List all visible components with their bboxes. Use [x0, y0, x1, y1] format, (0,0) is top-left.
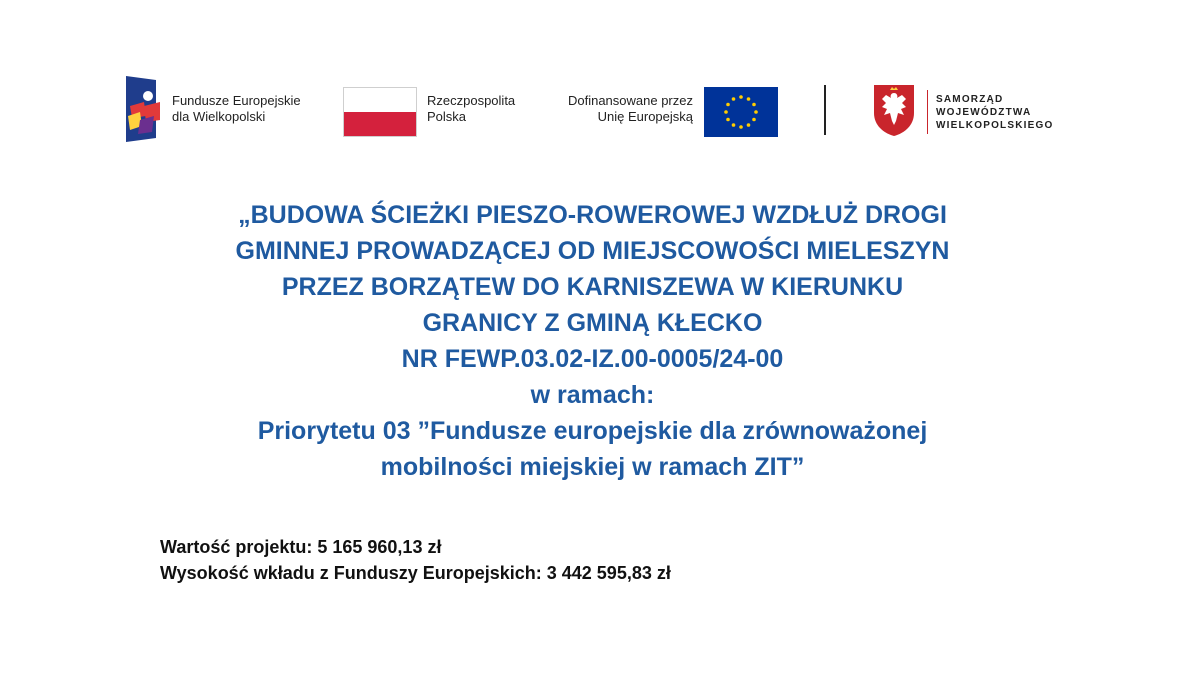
eu-flag-icon [704, 87, 778, 137]
title-line: GRANICY Z GMINĄ KŁECKO [422, 309, 763, 337]
fe-logo-text [172, 93, 301, 125]
eu-star [732, 123, 736, 127]
fe-logo-line2: dla Wielkopolski [172, 109, 266, 124]
project-title [60, 197, 1125, 485]
logo-divider [824, 85, 826, 135]
eu-logo-text [530, 93, 693, 125]
pl-line2: Polska [427, 109, 467, 124]
fe-logo-line1: Fundusze Europejskie [172, 93, 301, 108]
eu-star [724, 110, 728, 114]
eu-star [752, 103, 756, 107]
polish-flag-icon [343, 87, 417, 137]
fundusze-europejskie-logo-icon [126, 76, 162, 142]
priority-line: Priorytetu 03 ”Fundusze europejskie dla zrównoważonej [257, 417, 928, 445]
eu-star [747, 123, 751, 127]
project-number: NR FEWP.03.02-IZ.00-0005/24-00 [401, 345, 784, 373]
eu-line2: Unię Europejską [597, 109, 693, 124]
eu-star [747, 97, 751, 101]
eu-star [754, 110, 758, 114]
eu-contribution: Wysokość wkładu z Funduszy Europejskich: 3 442 595,83 zł [160, 563, 671, 583]
wielkopolska-crest-icon [872, 83, 916, 137]
eu-star [739, 125, 743, 129]
eu-star [752, 118, 756, 122]
project-values [160, 534, 671, 586]
project-value: Wartość projektu: 5 165 960,13 zł [160, 537, 442, 557]
wlkp-separator [927, 90, 928, 134]
pl-line1: Rzeczpospolita [427, 93, 516, 108]
wlkp-line1: SAMORZĄD [936, 94, 1004, 105]
eu-star [726, 103, 730, 107]
title-line: GMINNEJ PROWADZĄCEJ OD MIEJSCOWOŚCI MIELESZYN [235, 237, 950, 265]
wlkp-line2: WOJEWÓDZTWA [936, 107, 1032, 118]
logo-bar [0, 70, 1185, 150]
title-line: „BUDOWA ŚCIEŻKI PIESZO-ROWEROWEJ WZDŁUŻ DROGI [238, 201, 947, 229]
title-line: PRZEZ BORZĄTEW DO KARNISZEWA W KIERUNKU [281, 273, 904, 301]
eu-star [726, 118, 730, 122]
wlkp-logo-text [936, 93, 1053, 132]
eu-star [739, 95, 743, 99]
within-label: w ramach: [530, 381, 655, 409]
pl-logo-text [427, 93, 515, 125]
eu-star [732, 97, 736, 101]
wlkp-line3: WIELKOPOLSKIEGO [936, 120, 1054, 131]
priority-line: mobilności miejskiej w ramach ZIT” [380, 453, 805, 481]
eu-line1: Dofinansowane przez [567, 93, 693, 108]
